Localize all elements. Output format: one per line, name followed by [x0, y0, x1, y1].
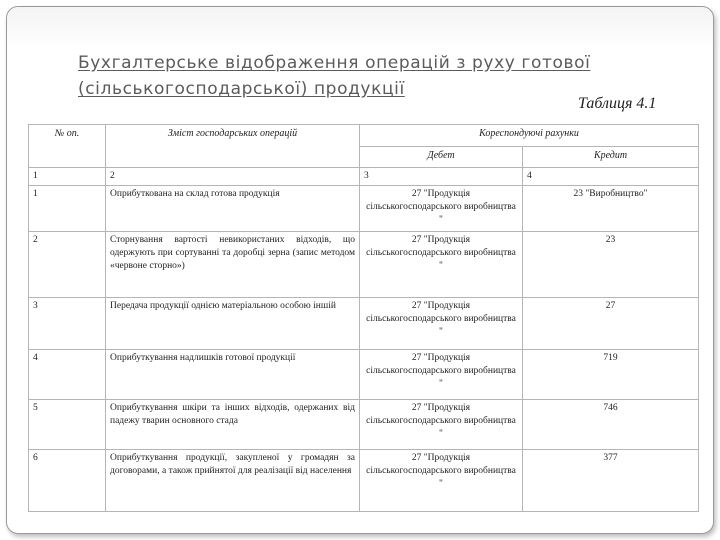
row-content: Оприбуткування шкіри та інших відходів, одержаних від падежу тварин основного стада	[106, 400, 360, 450]
row-debit: 27 "Продукція сільськогосподарського виробництва "	[360, 186, 523, 232]
operations-table	[28, 124, 699, 512]
row-num: 1	[29, 186, 106, 232]
row-content: Оприбуткування надлишків готової продукції	[106, 350, 360, 400]
header-credit: Кредит	[523, 146, 699, 168]
table-row	[29, 350, 699, 400]
title-line-2: (сільськогосподарської) продукції	[78, 79, 405, 99]
col-number: 4	[523, 168, 699, 186]
table-row	[29, 298, 699, 350]
row-num: 3	[29, 298, 106, 350]
row-debit: 27 "Продукція сільськогосподарського виробництва "	[360, 350, 523, 400]
table-row	[29, 450, 699, 512]
row-content: Оприбуткована на склад готова продукція	[106, 186, 360, 232]
row-credit: 23 "Виробництво"	[523, 186, 699, 232]
row-credit: 23	[523, 232, 699, 298]
row-debit: 27 "Продукція сільськогосподарського виробництва "	[360, 298, 523, 350]
col-number: 1	[29, 168, 106, 186]
table-caption: Таблиця 4.1	[578, 95, 657, 112]
header-corr-accounts: Кореспондуючі рахунки	[360, 125, 699, 147]
row-debit: 27 "Продукція сільськогосподарського виробництва "	[360, 400, 523, 450]
header-debit: Дебет	[360, 146, 523, 168]
header-num: № оп.	[29, 125, 106, 168]
row-content: Сторнування вартості невикористаних відходів, що одержують при сортуванні та доробці зерна (запис методом «червоне сторно»)	[106, 232, 360, 298]
title-line-1: Бухгалтерське відображення операцій з руху готової	[78, 53, 591, 73]
row-credit: 746	[523, 400, 699, 450]
row-debit: 27 "Продукція сільськогосподарського виробництва "	[360, 450, 523, 512]
header-content: Зміст господарських операцій	[106, 125, 360, 168]
col-number: 2	[106, 168, 360, 186]
row-credit: 27	[523, 298, 699, 350]
row-num: 2	[29, 232, 106, 298]
row-credit: 719	[523, 350, 699, 400]
row-debit: 27 "Продукція сільськогосподарського виробництва "	[360, 232, 523, 298]
row-content: Оприбуткування продукції, закупленої у громадян за договорами, а також прийнятої для реалізації від населення	[106, 450, 360, 512]
row-num: 6	[29, 450, 106, 512]
column-number-row	[29, 168, 699, 186]
row-num: 5	[29, 400, 106, 450]
table-row	[29, 186, 699, 232]
header-row	[29, 125, 699, 147]
table-row	[29, 400, 699, 450]
row-num: 4	[29, 350, 106, 400]
row-credit: 377	[523, 450, 699, 512]
table-row	[29, 232, 699, 298]
row-content: Передача продукції однією матеріальною особою іншій	[106, 298, 360, 350]
col-number: 3	[360, 168, 523, 186]
